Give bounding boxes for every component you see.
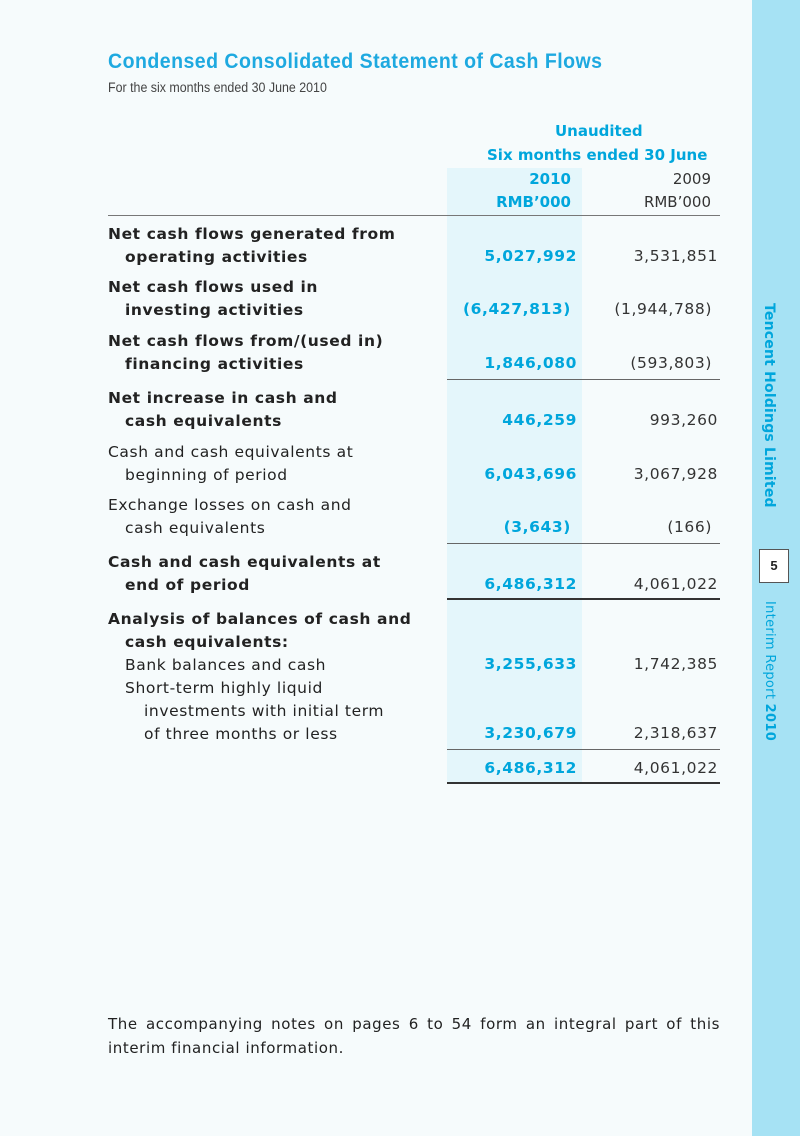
row-exchange-2009: (166) (667, 518, 712, 536)
analysis-label-1: Analysis of balances of cash and (108, 610, 412, 628)
row-beginning-2010: 6,043,696 (484, 465, 577, 483)
period-heading: Six months ended 30 June (487, 146, 708, 164)
row-beginning-label-1: Cash and cash equivalents at (108, 443, 354, 461)
analysis-subtotal-rule (447, 749, 720, 750)
analysis-label-2: cash equivalents: (125, 633, 289, 651)
row-net-increase-label-1: Net increase in cash and (108, 389, 338, 407)
short-term-2009: 2,318,637 (633, 724, 718, 742)
column-2009-year: 2009 (672, 170, 711, 188)
analysis-total-2009: 4,061,022 (633, 759, 718, 777)
bank-balances-2009: 1,742,385 (633, 655, 718, 673)
row-financing-label-1: Net cash flows from/(used in) (108, 332, 384, 350)
unaudited-heading: Unaudited (555, 122, 643, 140)
analysis-total-2010: 6,486,312 (484, 759, 577, 777)
subtotal-rule (447, 379, 720, 380)
bank-balances-2010: 3,255,633 (484, 655, 577, 673)
row-operating-label-1: Net cash flows generated from (108, 225, 396, 243)
page-subtitle: For the six months ended 30 June 2010 (108, 80, 327, 95)
short-term-2010: 3,230,679 (484, 724, 577, 742)
row-investing-label-2: investing activities (125, 301, 304, 319)
row-net-increase-2010: 446,259 (502, 411, 577, 429)
header-divider (108, 215, 720, 216)
row-financing-label-2: financing activities (125, 355, 304, 373)
sidebar-report-title (763, 601, 776, 741)
page-number: 5 (759, 549, 789, 583)
page-title: Condensed Consolidated Statement of Cash Flows (108, 50, 603, 73)
analysis-total-rule (447, 782, 720, 784)
row-operating-2009: 3,531,851 (633, 247, 718, 265)
row-investing-2010: (6,427,813) (462, 300, 571, 318)
row-net-increase-label-2: cash equivalents (125, 412, 282, 430)
sidebar-company-name: Tencent Holdings Limited (761, 303, 777, 508)
row-financing-2009: (593,803) (630, 354, 712, 372)
column-2010-unit: RMB’000 (496, 193, 571, 211)
row-end-label-2: end of period (125, 576, 250, 594)
bank-balances-label: Bank balances and cash (125, 656, 327, 674)
short-term-label-3: of three months or less (144, 725, 338, 743)
short-term-label-2: investments with initial term (144, 702, 385, 720)
row-operating-label-2: operating activities (125, 248, 308, 266)
row-investing-label-1: Net cash flows used in (108, 278, 319, 296)
row-net-increase-2009: 993,260 (649, 411, 718, 429)
row-exchange-label-2: cash equivalents (125, 519, 266, 537)
short-term-label-1: Short-term highly liquid (125, 679, 323, 697)
column-2009-unit: RMB’000 (643, 193, 711, 211)
row-investing-2009: (1,944,788) (614, 300, 712, 318)
row-end-label-1: Cash and cash equivalents at (108, 553, 381, 571)
row-beginning-label-2: beginning of period (125, 466, 288, 484)
row-beginning-2009: 3,067,928 (633, 465, 718, 483)
row-exchange-label-1: Exchange losses on cash and (108, 496, 352, 514)
total-rule (447, 598, 720, 600)
row-operating-2010: 5,027,992 (484, 247, 577, 265)
column-2010-year: 2010 (529, 170, 571, 188)
row-end-2010: 6,486,312 (484, 575, 577, 593)
row-end-2009: 4,061,022 (633, 575, 718, 593)
footnote: The accompanying notes on pages 6 to 54 form an integral part of this interim financial information. (108, 1015, 720, 1057)
subtotal-rule-2 (447, 543, 720, 544)
row-financing-2010: 1,846,080 (484, 354, 577, 372)
row-exchange-2010: (3,643) (503, 518, 571, 536)
report-name: Interim Report (762, 601, 777, 700)
report-year: 2010 (762, 703, 777, 742)
